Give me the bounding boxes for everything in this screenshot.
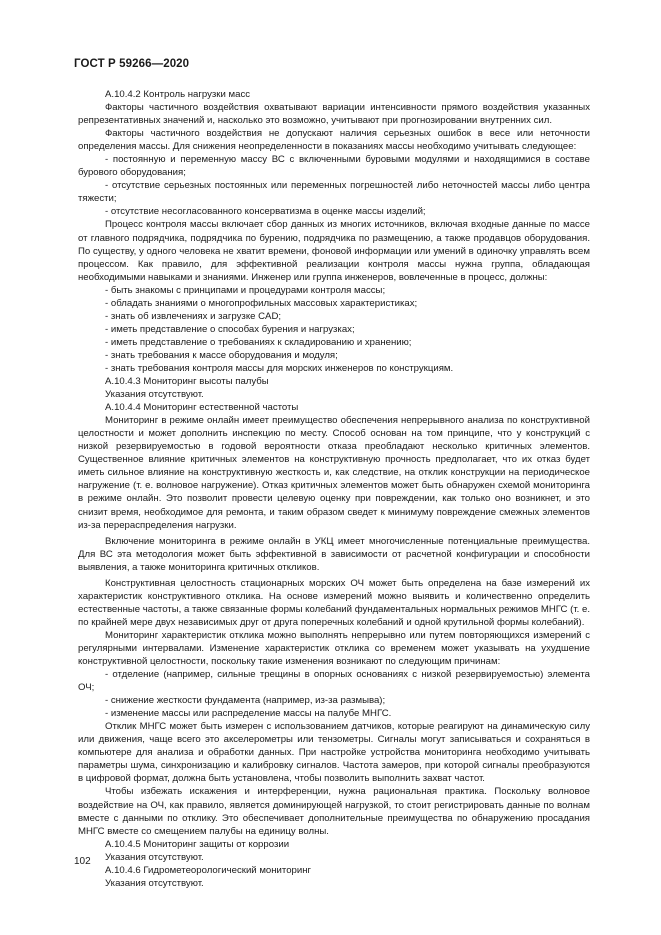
paragraph: Указания отсутствуют. (105, 389, 204, 401)
section-heading: А.10.4.5 Мониторинг защиты от коррозии (105, 838, 290, 850)
list-item: - иметь представление о требованиях к складированию и хранению; (105, 336, 412, 348)
document-header: ГОСТ Р 59266—2020 (74, 58, 190, 70)
paragraph: Процесс контроля массы включает сбор данных из многих источников, включая входные данные по массе от главного подрядчика, подрядчика по бурению, подрядчика по размещению, а также продавцов оборудования. По существу, у одного человека не хватит времени, фоновой информации или умений в одиночку управлять всем процессом. Как правило, для эффективной реализации контроля массы нужна группа, обладающая необходимыми навыками и знаниями. Инженер или группа инженеров, вовлеченные в процесс, должны: (78, 219, 590, 283)
paragraph: Конструктивная целостность стационарных морских ОЧ может быть определена на базе измерений их характеристик конструктивного отклика. На основе измерений можно выявить и количественно определить естественные частоты, а также связанные формы колебаний фундаментальных нормальных режимов МНГС (т. е. по крайней мере двух независимых друг от друга поперечных колебаний и одной крутильной формы колебаний). (78, 577, 590, 628)
list-item: - отделение (например, сильные трещины в опорных основаниях с низкой резервируемостью) элемента ОЧ; (78, 669, 590, 694)
paragraph: Мониторинг характеристик отклика можно выполнять непрерывно или путем повторяющихся измерений с регулярными интервалами. Изменение характеристик отклика со временем может указывать на ухудшение конструктивной целостности, поскольку такие изменения возникают по следующим причинам: (78, 629, 590, 668)
list-item: - обладать знаниями о многопрофильных массовых характеристиках; (105, 297, 418, 309)
section-heading: А.10.4.2 Контроль нагрузки масс (105, 89, 251, 100)
list-item: - изменение массы или распределение массы на палубе МНГС. (105, 708, 392, 720)
paragraph: Указания отсутствуют. (105, 877, 204, 889)
paragraph: Мониторинг в режиме онлайн имеет преимущество обеспечения непрерывного анализа по конструктивной целостности и может дополнить инспекцию по месту. Способ основан на том принципе, что у конструкций с низкой резервируемостью в годовой вероятности отказа преобладают несколько критичных элементов. Существенное влияние критичных элементов на конструктивную прочность предполагает, что их отказ будет иметь сильное влияние на конструктивную жесткость и, как следствие, на отклик конструкции на периодическое нагружение (т. е. волновое нагружение). Отказ критичных элементов может быть обнаружен схемой мониторинга в режиме онлайн. Это позволит провести целевую оценку при повреждении, как только оно возникнет, и это снизит время, необходимое для ремонта, и таким образом сведет к минимуму повреждение смежных элементов из-за перераспределения нагрузки. (78, 415, 590, 531)
page-number: 102 (74, 856, 91, 867)
list-item: - быть знакомы с принципами и процедурами контроля массы; (105, 284, 386, 296)
paragraph: Отклик МНГС может быть измерен с использованием датчиков, которые реагируют на динамическую силу или движения, чаще всего это акселерометры или тензометры. Сигналы могут записываться и сохраняться в компьютере для анализа и обработки данных. При настройке устройства мониторинга необходимо учитывать параметры шума, синхронизацию и калибровку сигналов. Частота замеров, при которой сигналы преобразуются в цифровой формат, должна быть установлена, чтобы позволить выполнить захват частот. (78, 721, 590, 785)
list-item: - отсутствие серьезных постоянных или переменных погрешностей либо неточностей массы либо центра тяжести; (78, 180, 590, 205)
list-item: - отсутствие несогласованного консерватизма в оценке массы изделий; (105, 206, 426, 218)
list-item: - знать требования контроля массы для морских инженеров по конструкциям. (105, 362, 454, 374)
paragraph: Включение мониторинга в режиме онлайн в УКЦ имеет многочисленные потенциальные преимущества. Для ВС эта методология может быть эффективной в зависимости от расчетной конфигурации и способности выявления, а также мониторинга критичных откликов. (78, 535, 590, 573)
list-item: - знать требования к массе оборудования и модуля; (105, 349, 338, 361)
paragraph: Чтобы избежать искажения и интерференции, нужна рациональная практика. Поскольку волновое воздействие на ОЧ, как правило, является доминирующей нагрузкой, то стоит регистрировать данные по волнам вместе с данными по отклику. Это обеспечивает дополнительные преимущества по обнаружению просадания МНГС вместе со смещением палубы на единицу волны. (78, 786, 590, 837)
document-body (78, 88, 590, 890)
paragraph: Указания отсутствуют. (105, 851, 204, 863)
section-heading: А.10.4.4 Мониторинг естественной частоты (105, 402, 299, 414)
paragraph: Факторы частичного воздействия охватывают вариации интенсивности прямого воздействия указанных репрезентативных значений и, насколько это возможно, учитывают при прогнозировании внутренних сил. (78, 102, 590, 127)
section-heading: А.10.4.3 Мониторинг высоты палубы (105, 376, 269, 388)
list-item: - снижение жесткости фундамента (например, из-за размыва); (105, 695, 386, 707)
section-heading: А.10.4.6 Гидрометеорологический мониторинг (105, 864, 312, 876)
list-item: - постоянную и переменную массу ВС с включенными буровыми модулями и находящимися в составе бурового оборудования; (78, 154, 590, 179)
paragraph: Факторы частичного воздействия не допускают наличия серьезных ошибок в весе или неточности определения массы. Для снижения неопределенности в показаниях массы необходимо учитывать следующее: (78, 128, 590, 153)
list-item: - иметь представление о способах бурения и нагрузках; (105, 323, 355, 335)
list-item: - знать об извлечениях и загрузке CAD; (105, 310, 282, 322)
